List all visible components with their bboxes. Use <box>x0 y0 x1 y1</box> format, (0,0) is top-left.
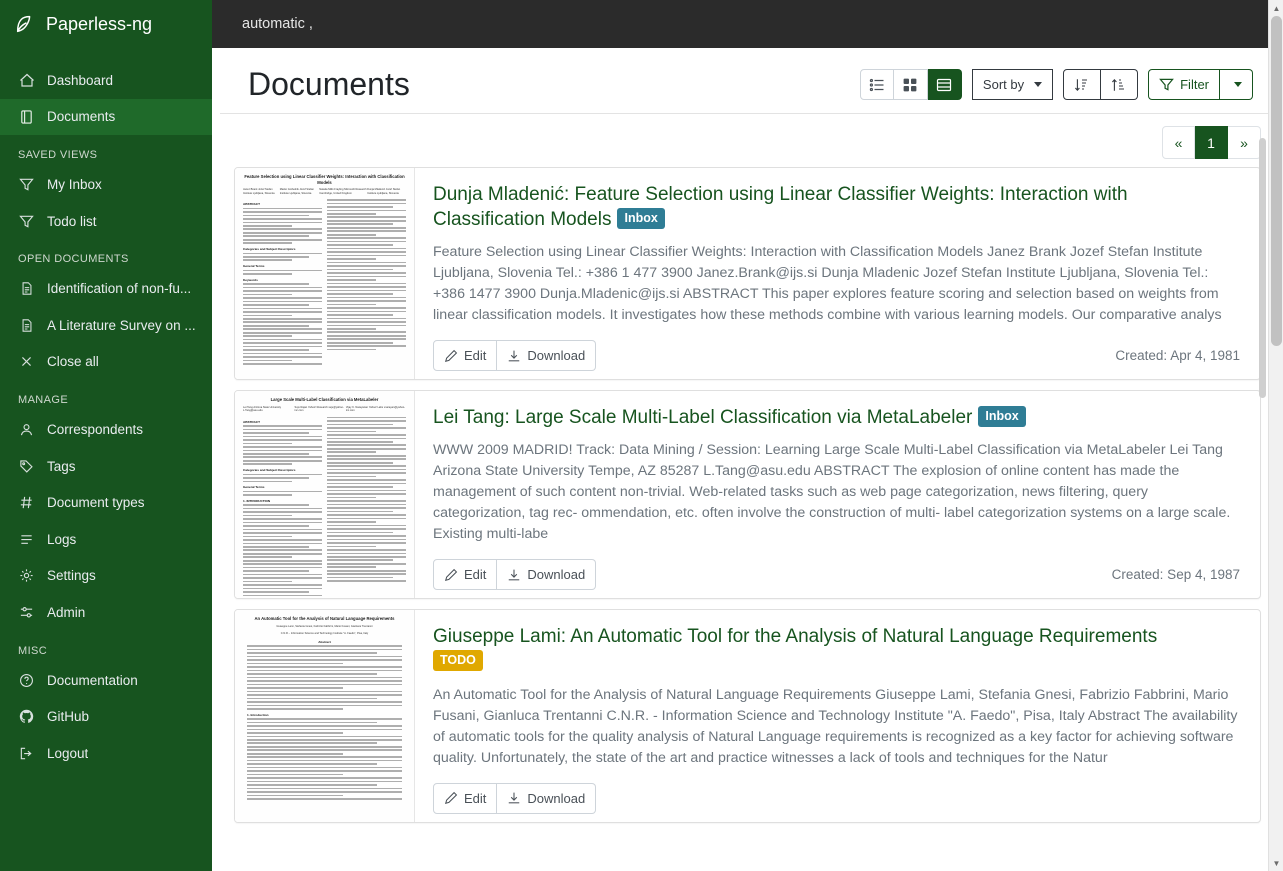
sort-by-dropdown[interactable] <box>972 69 1053 100</box>
top-search-bar[interactable] <box>212 0 1283 48</box>
thumbnail-column-right <box>327 199 406 367</box>
thumbnail-column-left <box>243 417 322 599</box>
edit-label: Edit <box>464 348 487 364</box>
sidebar-item-settings[interactable] <box>0 558 212 595</box>
gear-icon <box>18 567 35 584</box>
document-thumbnail[interactable] <box>235 168 415 379</box>
thumbnail-page <box>235 391 414 598</box>
filter-label: Filter <box>1180 77 1209 92</box>
document-tag[interactable]: Inbox <box>978 406 1025 427</box>
sidebar-item-close-all[interactable] <box>0 344 212 381</box>
thumbnail-heading: ABSTRACT <box>243 419 261 424</box>
thumbnail-author: Dunja Mladenić Jozef Stefan Institute Ljubljana, Slovenia <box>367 188 401 195</box>
github-icon <box>18 708 35 725</box>
edit-button[interactable] <box>433 783 497 814</box>
document-tag[interactable]: TODO <box>433 650 483 671</box>
document-card[interactable] <box>234 167 1261 380</box>
download-icon <box>507 568 521 582</box>
grid-view-icon <box>902 77 918 93</box>
pencil-icon <box>444 349 458 363</box>
thumbnail-author: Lei Tang Arizona State University L.Tang@asu.edu <box>243 405 282 413</box>
sidebar-item-label: Close all <box>47 354 99 370</box>
page-title: Documents <box>248 66 410 102</box>
document-actions <box>433 545 1242 590</box>
chevron-down-icon <box>1234 82 1242 87</box>
sidebar-section-misc: MISC <box>18 644 48 657</box>
main-area <box>212 0 1283 871</box>
thumbnail-affiliation <box>243 632 406 635</box>
thumbnail-author: Suju Rajan Yahoo! Research suju@yahoo-inc.com <box>294 405 344 413</box>
pagination-page-1[interactable]: 1 <box>1195 126 1228 159</box>
details-view-icon <box>936 77 952 93</box>
download-icon <box>507 791 521 805</box>
file-text-icon <box>18 317 35 334</box>
document-title-link[interactable]: Lei Tang: Large Scale Multi-Label Classification via MetaLabeler <box>433 407 973 429</box>
sidebar-section-open-documents: OPEN DOCUMENTS <box>18 253 129 266</box>
sidebar-item-label: Document types <box>47 495 145 511</box>
edit-button[interactable] <box>433 340 497 371</box>
chevron-down-icon <box>1034 82 1042 87</box>
thumbnail-heading: Keywords <box>243 277 258 282</box>
document-title-link[interactable]: Giuseppe Lami: An Automatic Tool for the Analysis of Natural Language Requirements <box>433 626 1158 648</box>
pencil-icon <box>444 568 458 582</box>
thumbnail-heading: Abstract <box>318 639 331 644</box>
sidebar-item-label: Logout <box>47 745 89 761</box>
sidebar-item-label: Tags <box>47 458 76 474</box>
sidebar-item-label: Todo list <box>47 213 97 229</box>
list-view-icon <box>869 77 885 93</box>
sort-ascending-button[interactable] <box>1101 69 1138 100</box>
sidebar-item-label: Logs <box>47 531 77 547</box>
document-tag[interactable]: Inbox <box>617 208 664 229</box>
page-header <box>220 48 1275 114</box>
sidebar-item-logout[interactable] <box>0 735 212 772</box>
documents-toolbar <box>860 69 1253 100</box>
person-icon <box>18 421 35 438</box>
document-body <box>415 610 1260 821</box>
logout-icon <box>18 745 35 762</box>
document-actions <box>433 326 1242 371</box>
thumbnail-title: Large Scale Multi-Label Classification via MetaLabeler <box>270 397 379 403</box>
thumbnail-title: Feature Selection using Linear Classifier Weights: Interaction with Classification Models <box>244 174 405 185</box>
document-snippet: WWW 2009 MADRID! Track: Data Mining / Session: Learning Large Scale Multi-Label Classification via MetaLabeler Lei Tang Arizona State University Tempe, AZ 85287 L.Tang@asu.edu ABSTRACT The explosion of online content has made the management of such content non-trivial. Web-related tasks such as web page categorization, news filtering, query categorization, tag rec- ommendation, etc. often involve the construction of multi- label categorization systems on a large scale. Existing multi-labe <box>433 442 1231 543</box>
thumbnail-column-right <box>327 417 406 599</box>
document-actions <box>433 769 1242 814</box>
thumbnail-heading: Categories and Subject Descriptors <box>243 468 296 473</box>
sidebar-item-label: Dashboard <box>47 72 114 88</box>
thumbnail-heading: General Terms <box>243 485 265 490</box>
thumbnail-text-lines <box>243 208 322 244</box>
thumbnail-text-lines <box>247 645 402 709</box>
sort-by-label: Sort by <box>982 77 1025 92</box>
sort-alpha-up-icon <box>1111 77 1127 93</box>
documents-content <box>212 48 1283 871</box>
thumbnail-text-lines <box>243 504 322 598</box>
thumbnail-text-lines <box>243 425 322 465</box>
sidebar-item-label: Documents <box>47 109 116 125</box>
sidebar-item-documents[interactable] <box>0 99 212 136</box>
content-scrollbar[interactable] <box>1259 48 1268 871</box>
thumbnail-author: Vijay K. Narayanan Yahoo! Labs vnarayan@yahoo-inc.com <box>345 405 406 413</box>
sidebar-item-github[interactable] <box>0 698 212 735</box>
download-icon <box>507 349 521 363</box>
pagination-row <box>212 114 1283 167</box>
thumbnail-author: Janez Brank Jozef Stefan Institute Ljubljana, Slovenia <box>243 188 275 195</box>
sliders-icon <box>18 604 35 621</box>
sidebar-item-open-document-1[interactable] <box>0 270 212 307</box>
thumbnail-column-left <box>243 199 322 367</box>
thumbnail-authors <box>243 406 406 413</box>
document-card[interactable] <box>234 609 1261 822</box>
pencil-icon <box>444 791 458 805</box>
thumbnail-text-lines <box>243 491 322 496</box>
filter-button[interactable] <box>1148 69 1220 100</box>
document-title-row <box>433 405 1242 430</box>
document-created-date: Created: Apr 4, 1981 <box>1115 348 1240 364</box>
sidebar-section-saved-views: SAVED VIEWS <box>18 149 98 162</box>
scroll-up-arrow-icon[interactable]: ▲ <box>1272 3 1281 13</box>
thumbnail-columns <box>243 199 406 367</box>
thumbnail-text-lines <box>327 417 406 582</box>
thumbnail-heading: General Terms <box>243 264 265 269</box>
sidebar-item-documentation[interactable] <box>0 662 212 699</box>
thumbnail-author: Giuseppe Lami, Stefania Gnesi, Fabrizio Fabbrini, Mario Fusani, Gianluca Trentanni <box>276 625 373 629</box>
thumbnail-author: Nataša Milić-Frayling Microsoft Research Cambridge, United Kingdom <box>319 188 367 195</box>
sidebar-item-label: My Inbox <box>47 176 102 192</box>
sidebar-item-open-document-2[interactable] <box>0 307 212 344</box>
document-thumbnail[interactable] <box>235 610 415 821</box>
thumbnail-text-lines <box>243 270 322 275</box>
grid-view-button[interactable] <box>894 69 928 100</box>
question-circle-icon <box>18 672 35 689</box>
hash-icon <box>18 494 35 511</box>
edit-label: Edit <box>464 567 487 583</box>
sidebar-item-admin[interactable] <box>0 594 212 631</box>
document-title-row <box>433 182 1242 232</box>
funnel-icon <box>18 176 35 193</box>
documents-icon <box>18 108 35 125</box>
filter-dropdown-button[interactable] <box>1220 69 1253 100</box>
thumbnail-text-lines <box>327 199 406 350</box>
document-thumbnail[interactable] <box>235 391 415 598</box>
pagination-next[interactable]: » <box>1228 126 1261 159</box>
close-icon <box>18 353 35 370</box>
download-button[interactable] <box>497 783 596 814</box>
download-button[interactable] <box>497 340 596 371</box>
document-card[interactable] <box>234 390 1261 599</box>
thumbnail-page <box>235 168 414 379</box>
document-list <box>212 167 1283 823</box>
details-view-button[interactable] <box>928 69 962 100</box>
thumbnail-authors <box>243 188 406 195</box>
funnel-icon <box>1159 77 1174 92</box>
edit-label: Edit <box>464 790 487 806</box>
window-scrollbar[interactable] <box>1268 0 1283 871</box>
download-label: Download <box>527 567 586 583</box>
tag-icon <box>18 458 35 475</box>
sidebar-item-my-inbox[interactable] <box>0 166 212 203</box>
brand[interactable] <box>0 0 212 48</box>
brand-name: Paperless-ng <box>46 13 153 34</box>
sidebar-item-dashboard[interactable] <box>0 62 212 99</box>
sidebar-item-label: Documentation <box>47 672 138 688</box>
edit-button[interactable] <box>433 559 497 590</box>
thumbnail-heading: 1. INTRODUCTION <box>243 498 271 503</box>
thumbnail-single-column <box>243 640 406 800</box>
search-input[interactable]: automatic , <box>242 16 313 32</box>
sidebar-item-tags[interactable] <box>0 448 212 485</box>
sidebar-nav <box>0 48 212 772</box>
window-scrollbar-thumb[interactable] <box>1271 16 1282 346</box>
thumbnail-heading: ABSTRACT <box>243 202 261 207</box>
download-label: Download <box>527 790 586 806</box>
document-title-link[interactable]: Dunja Mladenić: Feature Selection using Linear Classifier Weights: Interaction with Classification Models <box>433 184 1128 231</box>
document-snippet: Feature Selection using Linear Classifier Weights: Interaction with Classification Models Janez Brank Jozef Stefan Institute Ljubljana, Slovenia Tel.: +386 1 477 3900 Janez.Brank@ijs.si Dunja Mladenic Jozef Stefan Institute Ljubljana, Slovenia Tel.: +386 1477 3900 Dunja.Mladenic@ijs.si ABSTRACT This paper explores feature scoring and selection based on weights from linear classification models. It investigates how these methods combine with various learning models. Our comparative analys <box>433 244 1222 324</box>
list-view-button[interactable] <box>860 69 894 100</box>
thumbnail-title: An Automatic Tool for the Analysis of Natural Language Requirements <box>254 616 395 622</box>
thumbnail-columns <box>243 417 406 599</box>
sidebar-item-label: Correspondents <box>47 421 144 437</box>
document-title-row <box>433 624 1242 674</box>
file-text-icon <box>18 280 35 297</box>
thumbnail-text-lines <box>247 718 402 800</box>
thumbnail-heading: Categories and Subject Descriptors <box>243 247 296 251</box>
document-body <box>415 391 1260 598</box>
sidebar-item-logs[interactable] <box>0 521 212 558</box>
sidebar-item-todo-list[interactable] <box>0 203 212 240</box>
thumbnail-author: Marko Grobelnik Jozef Stefan Institute Ljubljana, Slovenia <box>279 188 314 195</box>
document-body <box>415 168 1260 379</box>
thumbnail-text-lines <box>243 283 322 365</box>
document-created-date: Created: Sep 4, 1987 <box>1111 567 1240 583</box>
sidebar-item-label: Identification of non-fu... <box>47 281 192 297</box>
sidebar-item-label: GitHub <box>47 709 90 725</box>
thumbnail-author: C.N.R. - Information Science and Technology Institute "A. Faedo", Pisa, Italy <box>280 632 369 636</box>
sidebar <box>0 0 212 871</box>
download-label: Download <box>527 348 586 364</box>
sidebar-section-manage: MANAGE <box>18 394 69 407</box>
view-mode-group <box>860 69 962 100</box>
dashboard-icon <box>18 72 35 89</box>
thumbnail-authors <box>243 625 406 628</box>
sidebar-item-label: Settings <box>47 568 96 584</box>
content-scrollbar-thumb[interactable] <box>1259 138 1266 398</box>
thumbnail-heading: 1. Introduction <box>247 712 269 717</box>
sort-descending-button[interactable] <box>1063 69 1101 100</box>
filter-group <box>1148 69 1253 100</box>
scroll-down-arrow-icon[interactable]: ▼ <box>1272 858 1281 868</box>
pagination-prev[interactable]: « <box>1162 126 1195 159</box>
document-snippet: An Automatic Tool for the Analysis of Natural Language Requirements Giuseppe Lami, Stefania Gnesi, Fabrizio Fabbrini, Mario Fusani, Gianluca Trentanni C.N.R. - Information Science and Technology Institute "A. Faedo", Pisa, Italy Abstract The availability of automatic tools for the quality analysis of Natural Language requirements is recognized as a key factor for achieving software quality. Unfortunately, the state of the art and practice witnesses a lack of tools and techniques for the Natur <box>433 686 1238 766</box>
download-button[interactable] <box>497 559 596 590</box>
thumbnail-page <box>235 610 414 821</box>
funnel-icon <box>18 213 35 230</box>
thumbnail-text-lines <box>243 253 322 262</box>
sort-direction-group <box>1063 69 1138 100</box>
sort-alpha-down-icon <box>1074 77 1090 93</box>
sidebar-item-correspondents[interactable] <box>0 411 212 448</box>
sidebar-item-document-types[interactable] <box>0 484 212 521</box>
sidebar-item-label: Admin <box>47 604 86 620</box>
thumbnail-text-lines <box>243 474 322 483</box>
paperless-logo-icon <box>14 13 36 35</box>
list-icon <box>18 531 35 548</box>
pagination <box>1162 126 1261 159</box>
sidebar-item-label: A Literature Survey on ... <box>47 317 196 333</box>
